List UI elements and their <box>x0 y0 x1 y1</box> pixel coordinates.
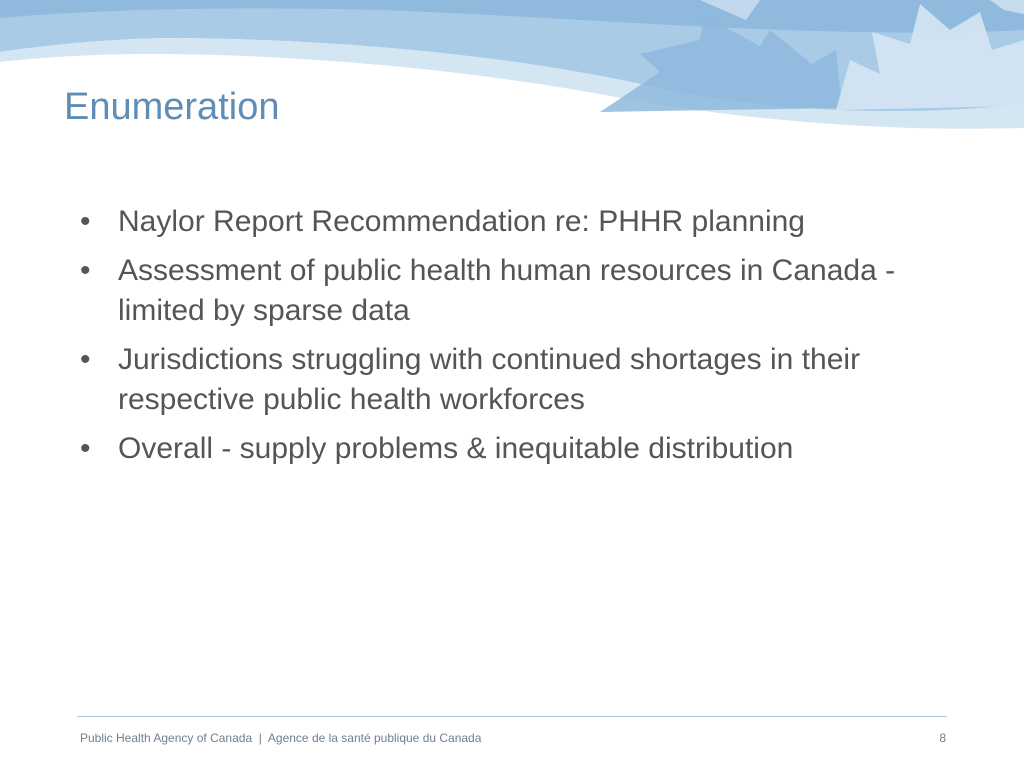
list-item <box>76 340 916 420</box>
list-item <box>76 251 916 331</box>
bullet-text: Overall - supply problems & inequitable distribution <box>118 432 794 465</box>
footer-divider <box>77 716 947 717</box>
slide-title: Enumeration <box>64 86 280 128</box>
page-number: 8 <box>939 731 946 745</box>
bullet-text: Naylor Report Recommendation re: PHHR planning <box>118 205 805 238</box>
bullet-icon: • <box>80 432 91 465</box>
list-item <box>76 429 916 469</box>
bullet-icon: • <box>80 343 91 376</box>
bullet-text: Jurisdictions struggling with continued shortages in their respective public health workforces <box>118 343 861 416</box>
list-item <box>76 202 916 242</box>
bullet-text: Assessment of public health human resources in Canada - limited by sparse data <box>118 254 896 327</box>
bullet-icon: • <box>80 254 91 287</box>
bullet-icon: • <box>80 205 91 238</box>
footer-organization: Public Health Agency of Canada | Agence de la santé publique du Canada <box>80 731 482 745</box>
bullet-list <box>76 202 916 478</box>
